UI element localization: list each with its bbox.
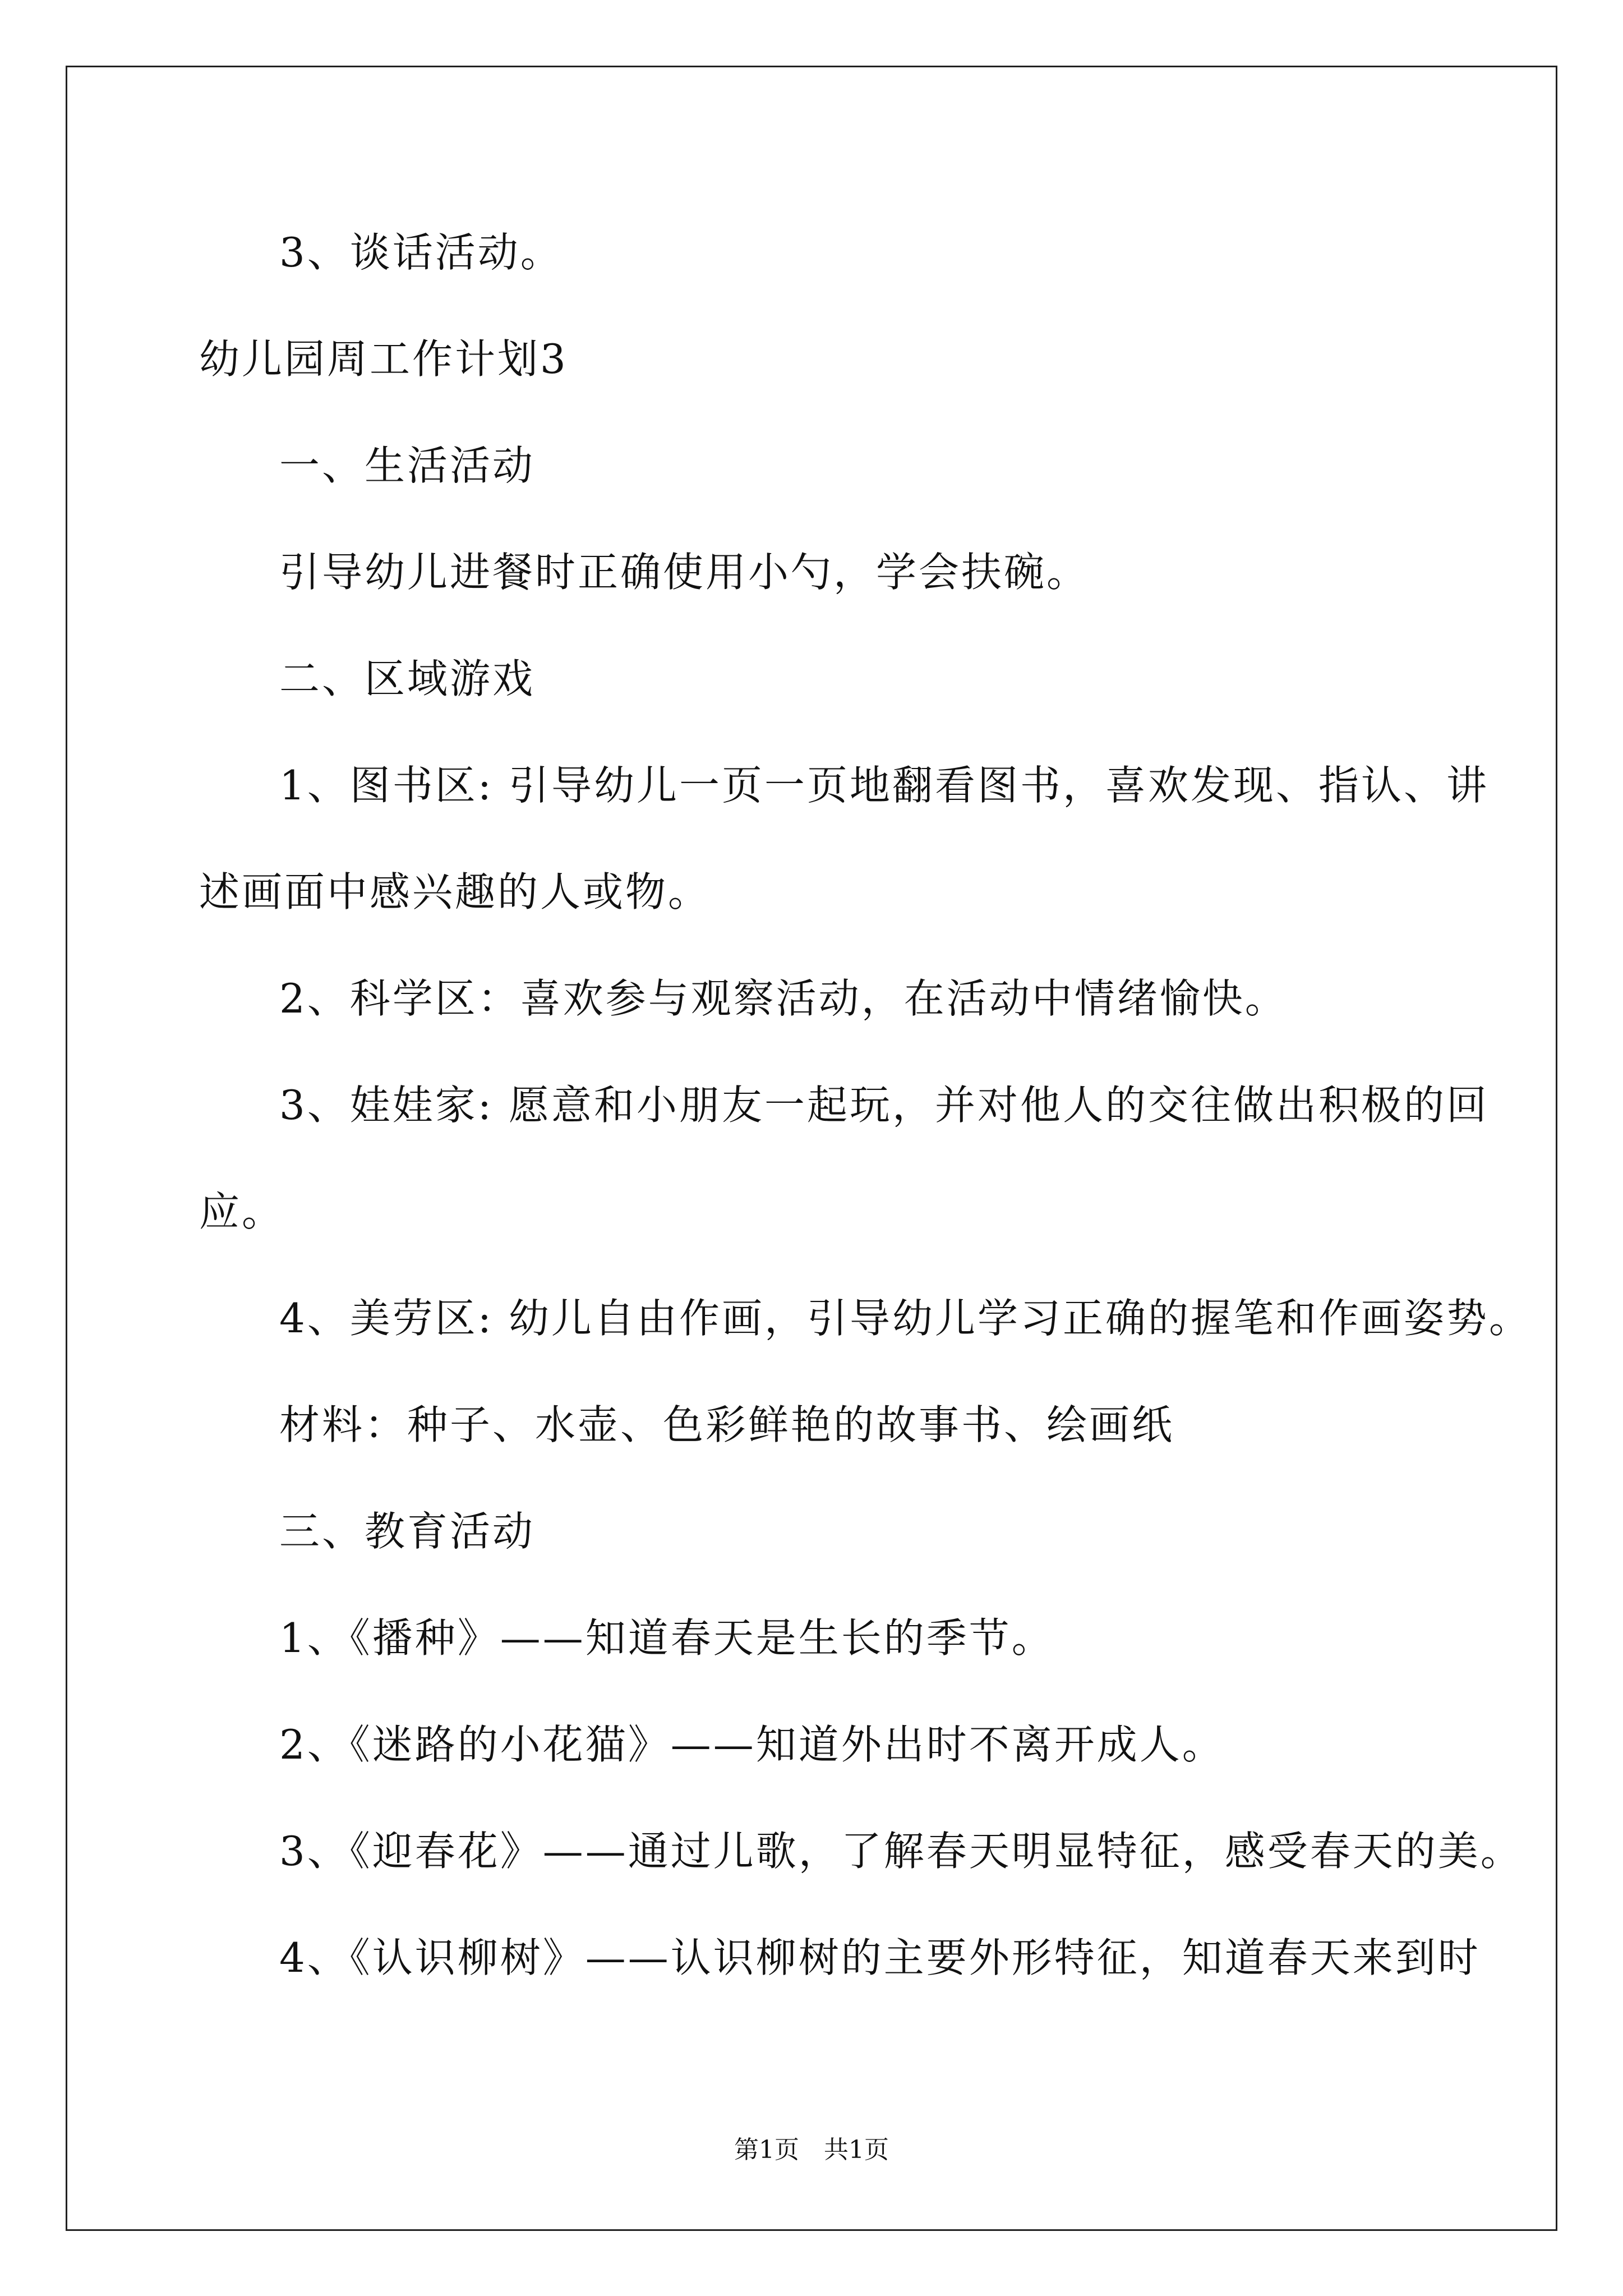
paragraph-talk-activity: 3、谈话活动。 bbox=[279, 229, 563, 276]
paragraph-book-area: 1、图书区: 引导幼儿一页一页地翻看图书，喜欢发现、指认、讲 bbox=[279, 762, 1489, 809]
paragraph-doll-house: 3、娃娃家: 愿意和小朋友一起玩，并对他人的交往做出积极的回 bbox=[279, 1082, 1489, 1129]
paragraph-winter-jasmine: 3、《迎春花》——通过儿歌，了解春天明显特征，感受春天的美。 bbox=[279, 1828, 1523, 1875]
page-border bbox=[66, 66, 1557, 2231]
section-title: 幼儿园周工作计划3 bbox=[199, 335, 568, 383]
paragraph-science-area: 2、科学区：喜欢参与观察活动，在活动中情绪愉快。 bbox=[279, 975, 1288, 1022]
paragraph-willow: 4、《认识柳树》——认识柳树的主要外形特征，知道春天来到时 bbox=[279, 1934, 1481, 1981]
paragraph-meal: 引导幼儿进餐时正确使用小勺，学会扶碗。 bbox=[279, 549, 1090, 596]
heading-education-activity: 三、教育活动 bbox=[279, 1508, 536, 1555]
paragraph-sowing: 1、《播种》——知道春天是生长的季节。 bbox=[279, 1614, 1054, 1662]
heading-life-activity: 一、生活活动 bbox=[279, 442, 536, 489]
paragraph-book-area-cont: 述画面中感兴趣的人或物。 bbox=[199, 868, 711, 915]
paragraph-art-area: 4、美劳区: 幼儿自由作画，引导幼儿学习正确的握笔和作画姿势。 bbox=[279, 1295, 1532, 1342]
paragraph-lost-kitten: 2、《迷路的小花猫》——知道外出时不离开成人。 bbox=[279, 1721, 1225, 1768]
page-footer: 第1页 共1页 bbox=[734, 2136, 889, 2164]
paragraph-doll-house-cont: 应。 bbox=[199, 1188, 285, 1235]
heading-area-games: 二、区域游戏 bbox=[279, 655, 536, 702]
paragraph-materials: 材料：种子、水壶、色彩鲜艳的故事书、绘画纸 bbox=[279, 1401, 1175, 1448]
